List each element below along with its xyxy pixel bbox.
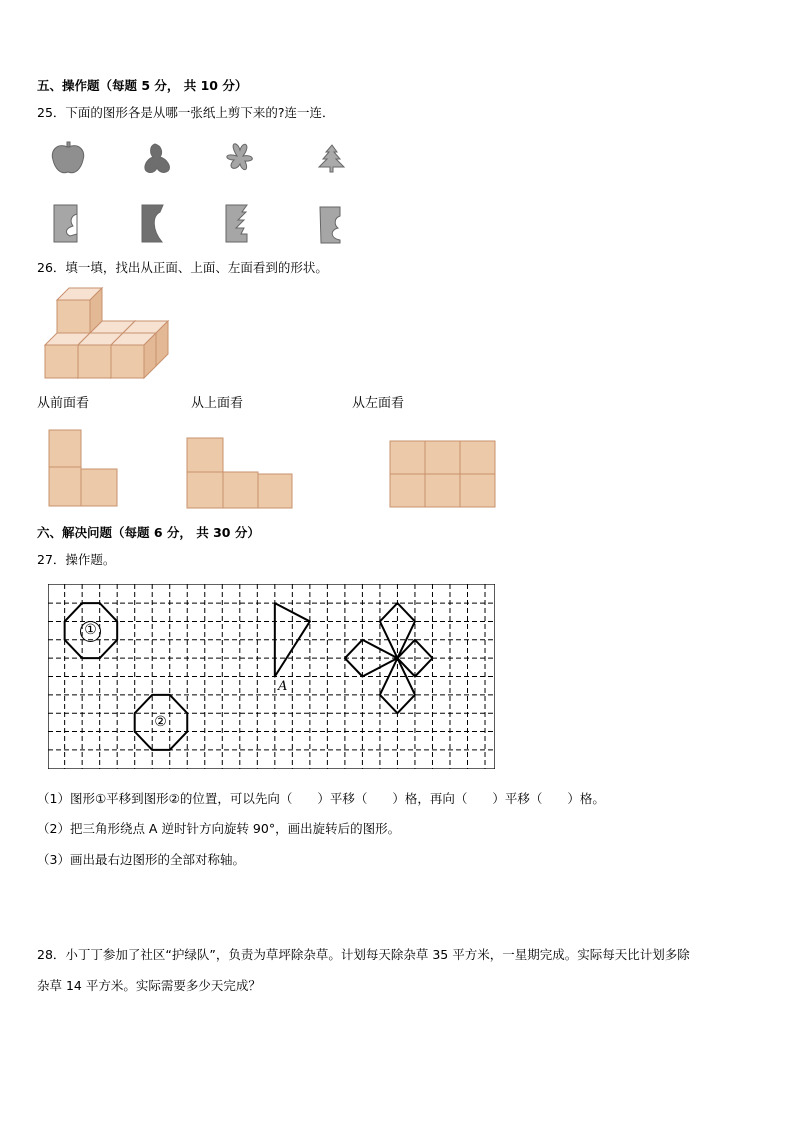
question-26-text: 26．填一填，找出从正面、上面、左面看到的形状。 [37, 260, 328, 275]
view-square [425, 474, 460, 507]
cube-figures [0, 0, 794, 540]
cube-front-face [57, 300, 90, 333]
view-square [460, 441, 495, 474]
grid-figure [48, 584, 495, 769]
view-square [390, 474, 425, 507]
cube-front-face [78, 345, 111, 378]
view-square [187, 438, 223, 472]
question-27-sub3: （3）画出最右边图形的全部对称轴。 [37, 852, 245, 867]
view-label-left: 从左面看 [352, 396, 405, 411]
question-28-line2: 杂草 14 平方米。实际需要多少天完成？ [37, 978, 261, 993]
label-2: ② [154, 714, 167, 730]
question-27-text: 27．操作题。 [37, 552, 116, 567]
point-a-label: A [278, 679, 288, 694]
section6-heading: 六、解决问题（每题 6 分， 共 30 分） [37, 525, 260, 540]
question-27-sub2: （2）把三角形绕点 A 逆时针方向旋转 90°，画出旋转后的图形。 [37, 821, 401, 836]
view-square [81, 469, 117, 506]
cube-front-face [111, 345, 144, 378]
view-label-front: 从前面看 [37, 396, 90, 411]
label-1: ① [84, 622, 97, 638]
question-27-sub1: （1）图形①平移到图形②的位置，可以先向（ ）平移（ ）格，再向（ ）平移（ ）格。 [37, 791, 605, 806]
view-square [49, 430, 81, 467]
view-square [425, 441, 460, 474]
view-square [223, 472, 258, 508]
view-label-top: 从上面看 [191, 396, 244, 411]
view-square [460, 474, 495, 507]
view-square [258, 474, 292, 508]
view-square [390, 441, 425, 474]
question-28-line1: 28．小丁丁参加了社区“护绿队”，负责为草坪除杂草。计划每天除杂草 35 平方米，一星期完成。实际每天比计划多除 [37, 947, 690, 962]
question-25-text: 25．下面的图形各是从哪一张纸上剪下来的?连一连． [37, 105, 335, 120]
view-square [187, 472, 223, 508]
section5-heading: 五、操作题（每题 5 分， 共 10 分） [37, 78, 248, 93]
view-square [49, 467, 81, 506]
cube-front-face [45, 345, 78, 378]
